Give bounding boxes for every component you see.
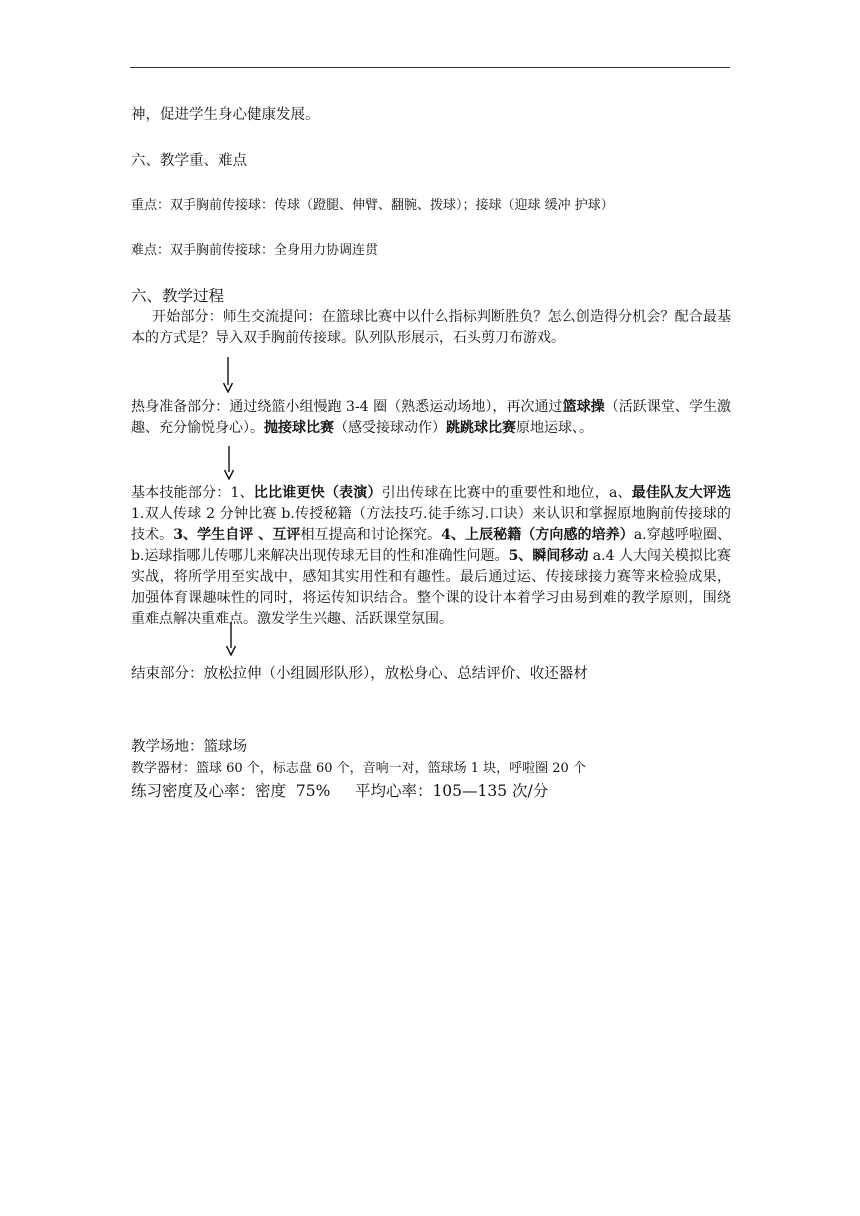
- warmup-bold-1: 篮球操: [562, 399, 605, 415]
- skills-bold-4: 4、上辰秘籍（方向感的培养）: [441, 527, 634, 543]
- continuation-text: 神，促进学生身心健康发展。: [131, 107, 320, 123]
- warmup-text-4: 原地运球、。: [516, 420, 593, 436]
- skills-section: [131, 483, 731, 630]
- flow-arrow-icon: [222, 357, 234, 393]
- difficulty-point: 难点：双手胸前传接球：全身用力协调连贯: [131, 243, 379, 258]
- warmup-text-3: （感受接球动作）: [334, 420, 446, 436]
- venue-info: 教学场地：篮球场: [131, 739, 247, 755]
- flow-arrow-icon: [223, 446, 235, 480]
- warmup-bold-2: 抛接球比赛: [264, 420, 334, 436]
- ending-section: 结束部分：放松拉伸（小组圆形队形），放松身心、总结评价、收还器材: [131, 666, 588, 682]
- skills-text-3: 1.双人传球 2 分钟比赛 b.传授秘籍（方法技巧.徒手练习.口诀）来认识和掌握原地胸前传接球的技术。: [131, 506, 731, 543]
- skills-bold-5: 5、瞬间移动: [508, 548, 589, 564]
- equipment-info: 教学器材：篮球 60 个，标志盘 60 个，音响一对，篮球场 1 块，呼啦圈 20 个: [131, 761, 586, 776]
- warmup-text-2: （活跃课堂、学生激趣、充分愉悦身心）。: [131, 399, 732, 436]
- skills-text-6: a.4 人大闯关模拟比赛实战，将所学用至实战中，感知其实用性和有趣性。最后通过运、传接球接力赛等来检验成果，加强体育课趣味性的同时，将运传知识结合。整个课的设计本着学习由易到难的教学原则，围绕重难点解决重难点。激发学生兴趣、活跃课堂氛围。: [131, 548, 731, 627]
- opening-text: 开始部分：师生交流提问：在篮球比赛中以什么指标判断胜负？怎么创造得分机会？配合最基本的方式是？导入双手胸前传接球。队列队形展示，石头剪刀布游戏。: [131, 309, 731, 346]
- warmup-text-1: 热身准备部分：通过绕篮小组慢跑 3-4 圈（熟悉运动场地），再次通过: [131, 399, 563, 415]
- warmup-bold-3: 跳跳球比赛: [446, 420, 516, 436]
- skills-text-2: 引出传球在比赛中的重要性和地位，a、: [381, 485, 632, 501]
- density-info: 练习密度及心率：密度 75% 平均心率：105—135 次/分: [131, 782, 549, 800]
- flow-arrow-icon: [225, 622, 237, 656]
- skills-bold-2: 最佳队友大评选: [631, 485, 731, 501]
- opening-section: [131, 307, 731, 349]
- process-heading: 六、教学过程: [131, 287, 225, 305]
- key-points-heading: 六、教学重、难点: [131, 153, 247, 169]
- focus-point: 重点：双手胸前传接球：传球（蹬腿、伸臂、翻腕、拨球）；接球（迎球 缓冲 护球）: [131, 198, 614, 213]
- skills-text-4: 相互提高和讨论探究。: [300, 527, 442, 543]
- skills-bold-3: 3、学生自评 、互评: [173, 527, 301, 543]
- warmup-section: [131, 397, 731, 439]
- skills-text-5: a.穿越呼啦圈、b.运球指哪儿传哪儿来解决出现传球无目的性和准确性问题。: [131, 527, 732, 564]
- header-rule: [130, 67, 730, 68]
- skills-text-1: 基本技能部分：1、: [131, 485, 254, 501]
- skills-bold-1: 比比谁更快（表演）: [253, 485, 382, 501]
